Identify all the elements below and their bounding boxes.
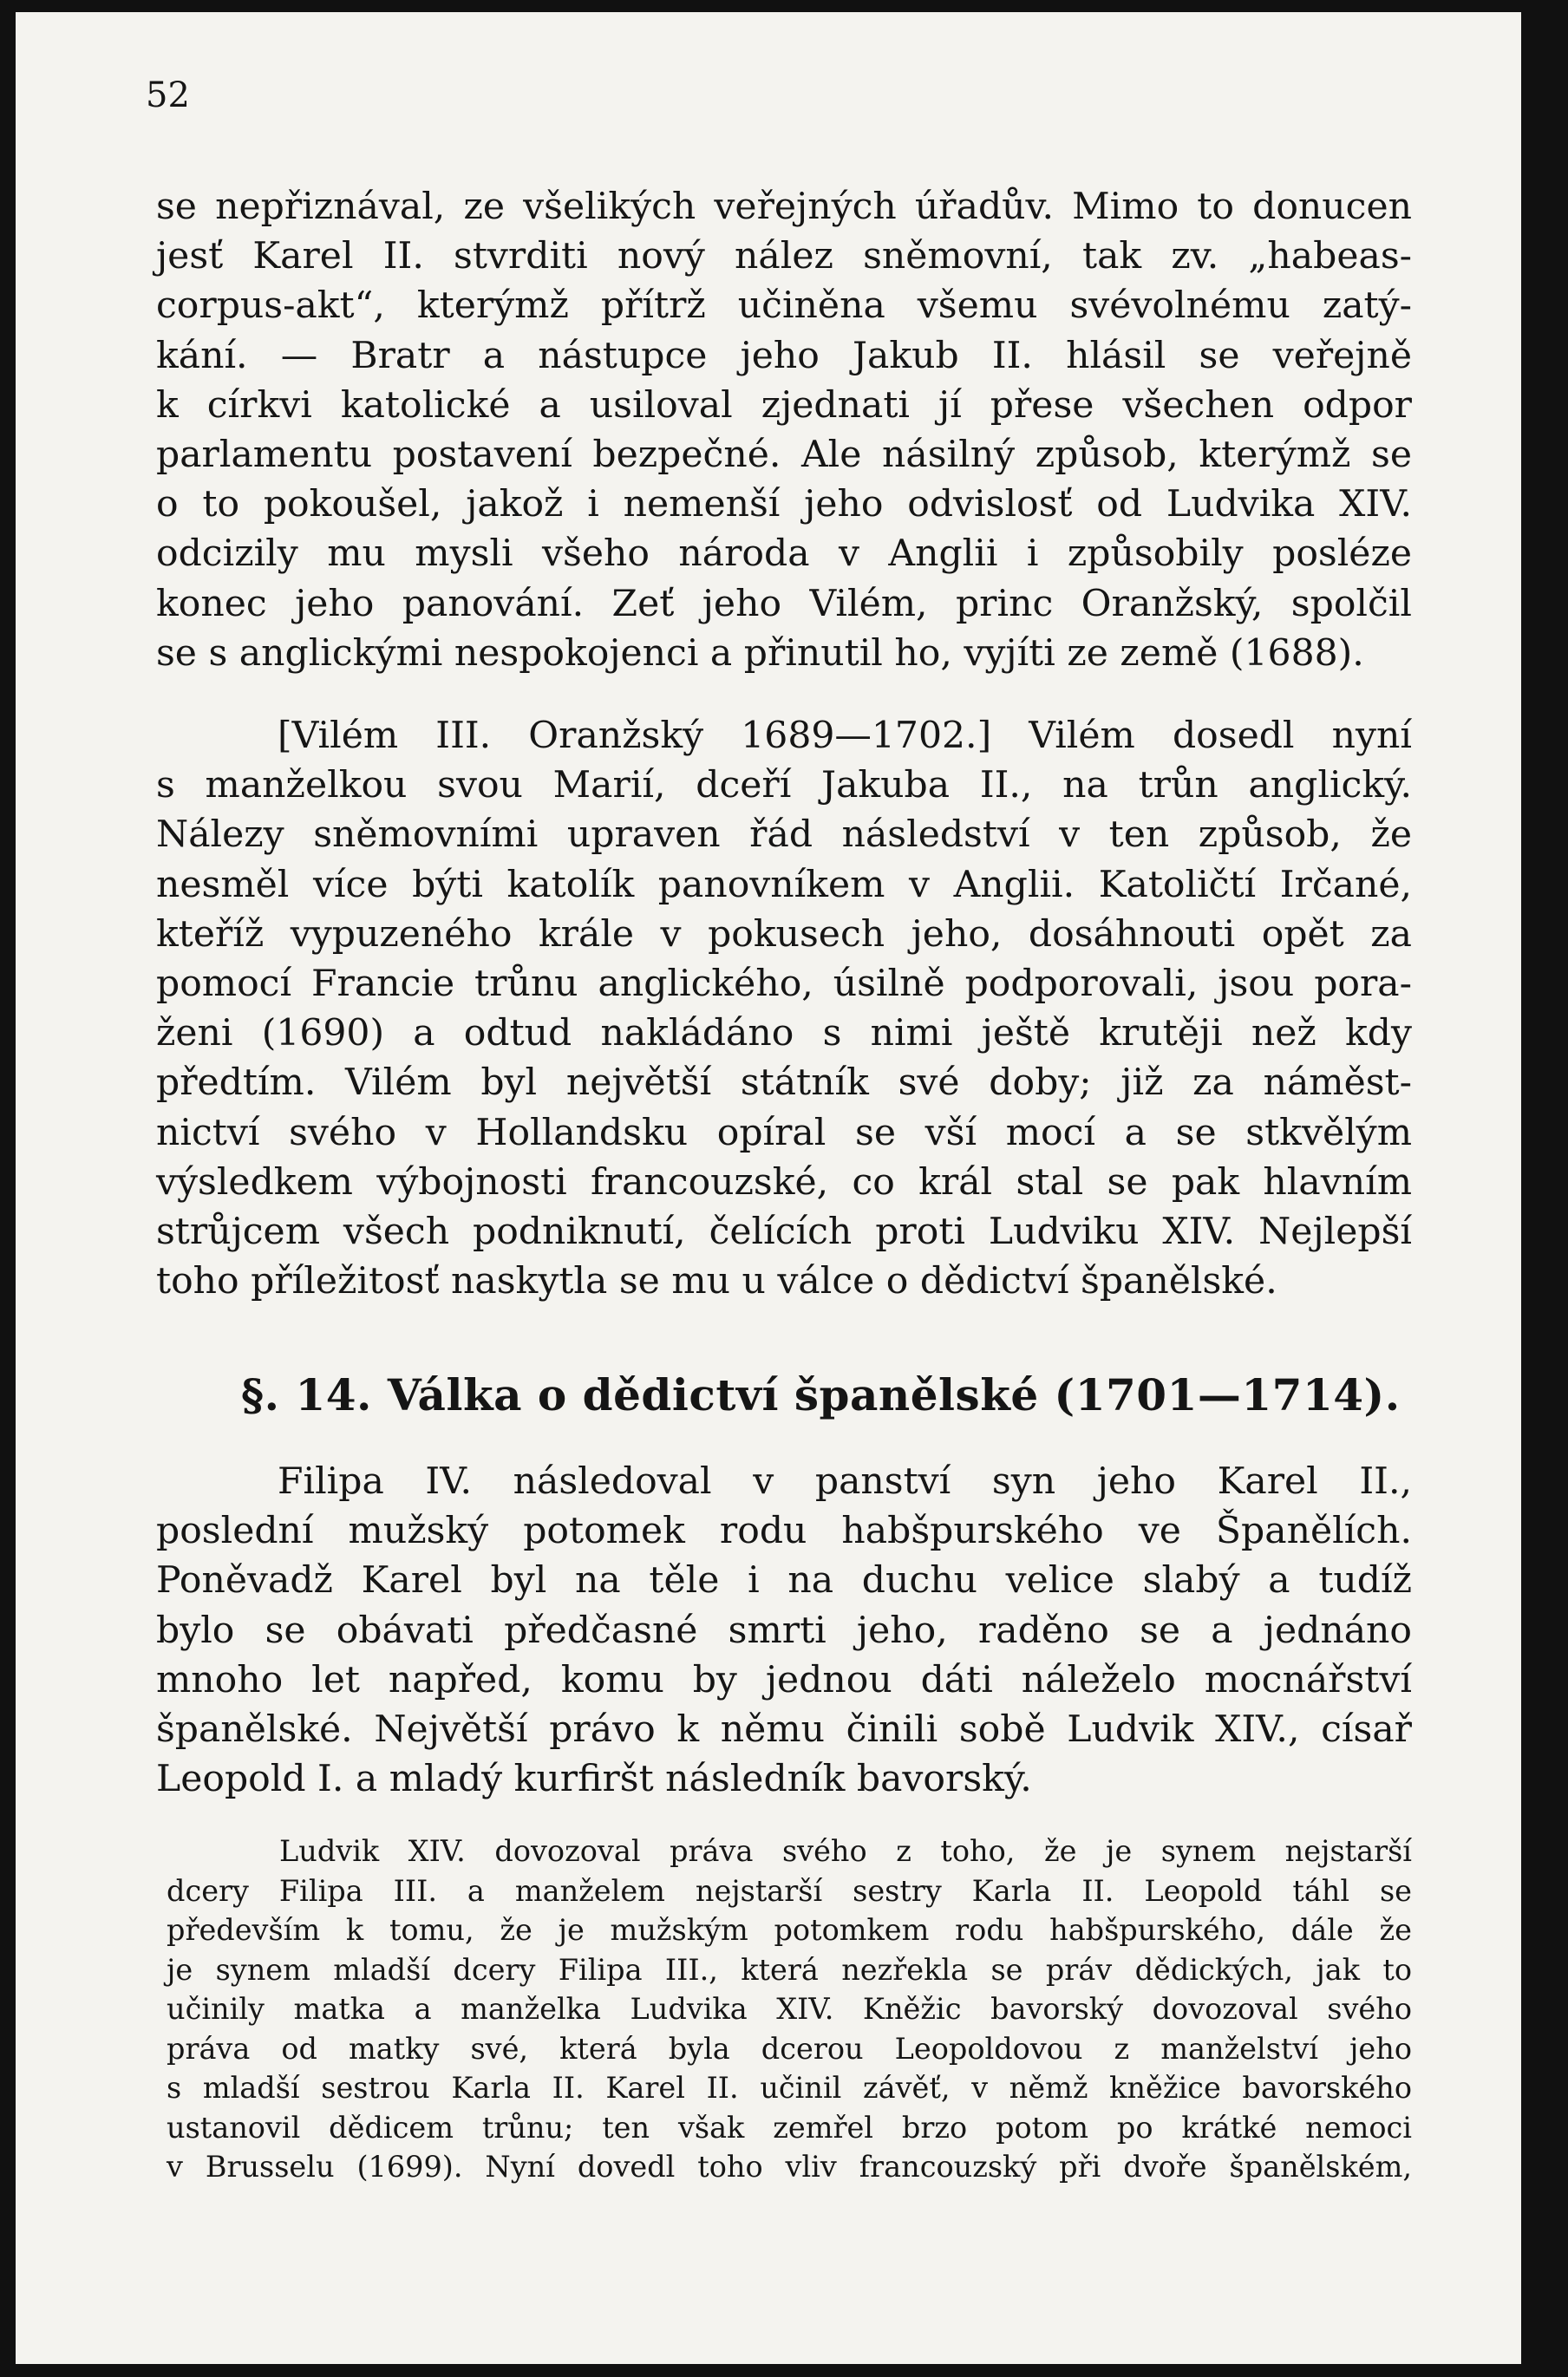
text-line: pomocí Francie trůnu anglického, úsilně podporovali, jsou pora- [156,963,1412,1006]
text-line: se s anglickými nespokojenci a přinutil ho, vyjíti ze země (1688). [156,631,1364,675]
note-line: Ludvik XIV. dovozoval práva svého z toho, že je synem nejstarší [279,1834,1412,1868]
note-line: s mladší sestrou Karla II. Karel II. učinil závěť, v němž kněžice bavorského [167,2071,1412,2105]
text-line: bylo se obávati předčasné smrti jeho, raděno se a jednáno [156,1609,1412,1652]
text-line: corpus-akt“, kterýmž přítrž učiněna všemu svévolnému zatý- [156,284,1412,328]
text-line: parlamentu postavení bezpečné. Ale násilný způsob, kterýmž se [156,434,1412,477]
note-line: v Brusselu (1699). Nyní dovedl toho vliv francouzský při dvoře španělském, [167,2150,1412,2184]
text-line: předtím. Vilém byl největší státník své doby; již za náměst- [156,1061,1412,1105]
note-line: je synem mladší dcery Filipa III., která nezřekla se práv dědických, jak to [167,1952,1412,1987]
page-number: 52 [146,75,190,115]
text-line: nesměl více býti katolík panovníkem v Anglii. Katoličtí Irčané, [156,863,1412,906]
text-line: Poněvadž Karel byl na těle i na duchu velice slabý a tudíž [156,1559,1412,1603]
note-line: ustanovil dědicem trůnu; ten však zemřel brzo potom po krátké nemoci [167,2110,1412,2145]
note-line: dcery Filipa III. a manželem nejstarší sestry Karla II. Leopold táhl se [167,1873,1412,1908]
text-line: odcizily mu mysli všeho národa v Anglii i způsobily posléze [156,532,1412,576]
text-line: jesť Karel II. stvrditi nový nález sněmovní, tak zv. „habeas- [156,235,1412,278]
note-line: práva od matky své, která byla dcerou Leopoldovou z manželství jeho [167,2031,1412,2066]
small-print-note [167,1832,1412,2187]
paragraph-3 [156,1457,1412,1804]
text-line: výsledkem výbojnosti francouzské, co král stal se pak hlavním [156,1160,1412,1204]
text-line: konec jeho panování. Zeť jeho Vilém, princ Oranžský, spolčil [156,582,1412,625]
book-page [16,12,1544,2364]
text-line: o to pokoušel, jakož i nemenší jeho odvislosť od Ludvika XIV. [156,483,1412,526]
text-line: s manželkou svou Marií, dceří Jakuba II., na trůn anglický. [156,764,1412,807]
text-line: mnoho let napřed, komu by jednou dáti náleželo mocnářství [156,1658,1412,1701]
text-line: k církvi katolické a usiloval zjednati jí přese všechen odpor [156,383,1412,427]
section-heading: §. 14. Válka o dědictví španělské (1701—1714). [241,1369,1401,1420]
page-edge-shadow [1521,12,1544,2364]
paragraph-2 [156,711,1412,1306]
text-line: poslední mužský potomek rodu habšpurského ve Španělích. [156,1510,1412,1553]
note-line: učinily matka a manželka Ludvika XIV. Kněžic bavorský dovozoval svého [167,1992,1412,2026]
text-line: Nálezy sněmovními upraven řád následství v ten způsob, že [156,813,1412,857]
text-line: kteříž vypuzeného krále v pokusech jeho, dosáhnouti opět za [156,912,1412,956]
text-line: se nepřiznával, ze všelikých veřejných úřadův. Mimo to donucen [156,186,1412,228]
text-line: [Vilém III. Oranžský 1689—1702.] Vilém dosedl nyní [278,715,1412,757]
text-line: Leopold I. a mladý kurfiršt následník bavorský. [156,1758,1032,1801]
text-line: ženi (1690) a odtud nakládáno s nimi ještě krutěji než kdy [156,1012,1412,1055]
text-line: španělské. Největší právo k němu činili sobě Ludvik XIV., císař [156,1708,1412,1752]
text-line: nictví svého v Hollandsku opíral se vší mocí a se stkvělým [156,1111,1412,1154]
note-line: především k tomu, že je mužským potomkem rodu habšpurského, dále že [167,1913,1412,1947]
paragraph-1 [156,182,1412,678]
text-line: kání. — Bratr a nástupce jeho Jakub II. hlásil se veřejně [156,334,1412,377]
text-line: Filipa IV. následoval v panství syn jeho Karel II., [278,1460,1412,1503]
text-line: strůjcem všech podniknutí, čelících proti Ludviku XIV. Nejlepší [156,1211,1412,1254]
text-line: toho příležitosť naskytla se mu u válce o dědictví španělské. [156,1260,1277,1303]
